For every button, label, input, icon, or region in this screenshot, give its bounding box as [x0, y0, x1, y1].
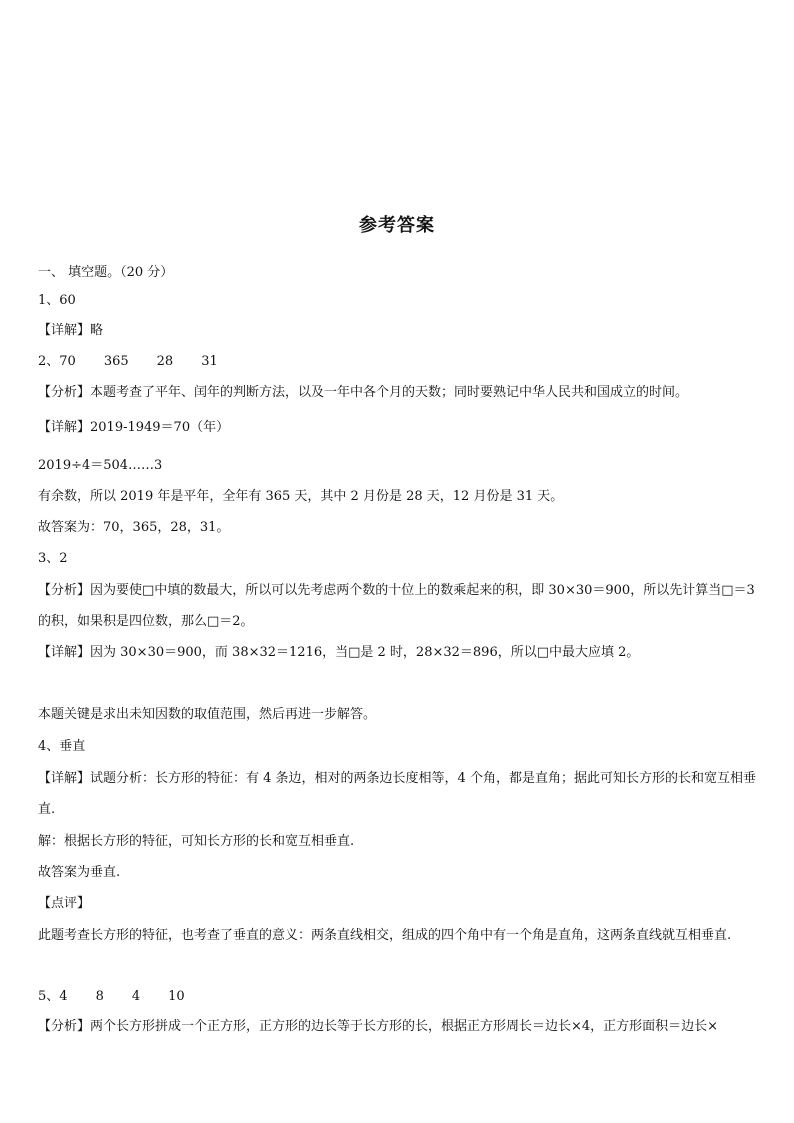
answer-1: 1、60 — [38, 293, 76, 308]
page-title: 参考答案 — [359, 215, 435, 236]
detail-3-note: 本题关键是求出未知因数的取值范围，然后再进一步解答。 — [38, 707, 377, 722]
section-heading: 一、 填空题。（20 分） — [38, 265, 174, 280]
detail-4: 【详解】试题分析：长方形的特征：有 4 条边，相对的两条边长度相等，4 个角，都是直角；据此可知长方形的长和宽互相垂直. — [38, 771, 756, 817]
answer-5-prefix: 5、 — [38, 989, 60, 1004]
detail-2-result: 故答案为：70，365，28，31。 — [38, 520, 230, 535]
comment-4-label: 【点评】 — [38, 896, 91, 911]
answer-2-value: 365 — [103, 354, 129, 369]
answer-2-value: 70 — [59, 354, 76, 369]
answer-4: 4、垂直 — [38, 739, 86, 754]
answer-2-prefix: 2、 — [38, 354, 60, 369]
detail-4-solution: 解：根据长方形的特征，可知长方形的长和宽互相垂直. — [38, 834, 355, 849]
answer-5 — [38, 988, 766, 1006]
analysis-3: 【分析】因为要使□中填的数最大，所以可以先考虑两个数的十位上的数乘起来的积，即 30×30＝900，所以先计算当□＝3 的积，如果积是四位数，那么□＝2。 — [38, 583, 755, 629]
detail-4-result: 故答案为垂直. — [38, 865, 121, 880]
answer-3: 3、2 — [38, 551, 68, 566]
comment-4: 此题考查长方形的特征，也考查了垂直的意义：两条直线相交，组成的四个角中有一个角是直角，这两条直线就互相垂直. — [38, 928, 732, 943]
answer-5-value: 4 — [59, 989, 68, 1004]
answer-2-value: 28 — [156, 354, 174, 369]
detail-2-calc: 2019÷4＝504……3 — [38, 458, 163, 473]
answer-2 — [38, 353, 766, 371]
analysis-2: 【分析】本题考查了平年、闰年的判断方法，以及一年中各个月的天数；同时要熟记中华人民共和国成立的时间。 — [38, 385, 689, 400]
answer-2-value: 31 — [201, 354, 218, 369]
detail-2: 【详解】2019-1949＝70（年） — [38, 420, 230, 435]
detail-1: 【详解】略 — [38, 323, 104, 338]
detail-3: 【详解】因为 30×30＝900，而 38×32＝1216，当□是 2 时，28×32＝896，所以□中最大应填 2。 — [38, 645, 640, 660]
answer-5-value: 8 — [95, 989, 104, 1004]
analysis-5: 【分析】两个长方形拼成一个正方形，正方形的边长等于长方形的长，根据正方形周长＝边长×4，正方形面积＝边长× — [38, 1019, 719, 1034]
detail-2-explain: 有余数，所以 2019 年是平年，全年有 365 天，其中 2 月份是 28 天，12 月份是 31 天。 — [38, 489, 564, 504]
answer-5-value: 4 — [131, 989, 141, 1004]
answer-5-value: 10 — [168, 989, 185, 1004]
